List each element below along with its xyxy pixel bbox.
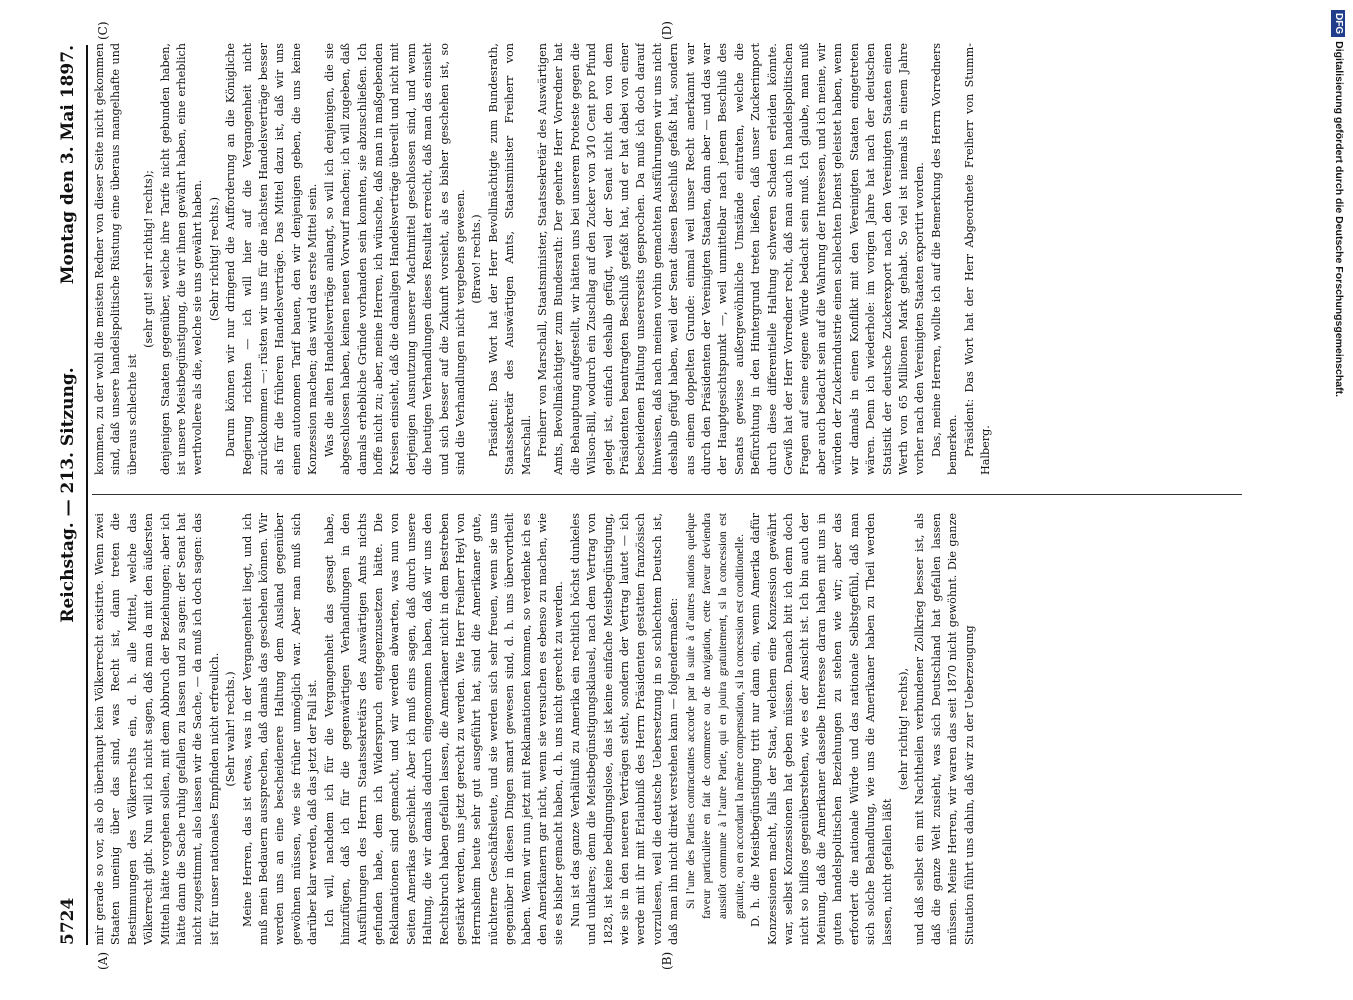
- right-column-paragraph: Präsident: Das Wort hat der Herr Bevollmächtigte zum Bundesrath, Staatssekretär des Auswärtigen Amts, Staatsminister Freiherr von Marschall.: [486, 43, 533, 475]
- left-column: [92, 513, 1242, 945]
- marker-c: (C): [96, 21, 110, 40]
- right-column-paragraph: denjenigen Staaten gegenüber, welche ihre Tarife nicht gebunden haben, ist unsere Meistbegünstigung, die wir ihnen gewährt haben, eine erheblich werthvollere als die, welche sie uns gewährt haben.: [158, 43, 205, 475]
- left-column-paragraph: D. h. die Meistbegünstigung tritt nur dann ein, wenn Amerika dafür Konzessionen macht, falls der Staat, welchem eine Konzession gewährt war, selbst Konzessionen hat geben müssen. Danach bitt ich denn doch nicht so hilflos gegenüberstehen, wie es der Ansicht ist. Ich bin auch der Meinung, daß die Amerikaner dasselbe Interesse daran haben mit uns in guten handelspolitischen Beziehungen zu stehen wie wir; aber das erfordert die nationale Würde und das nationale Selbstgefühl, daß man sich solche Behandlung, wie uns die Amerikaner haben zu Theil werden lassen, nicht gefallen läßt: [749, 513, 894, 945]
- marker-d: (D): [660, 21, 674, 40]
- right-column-paragraph: kommen, zu der wohl die meisten Redner von dieser Seite nicht gekommen sind, daß unsere handelspolitische Rüstung eine überaus mangelhafte und überaus schlechte ist: [93, 43, 139, 475]
- left-column-paragraph: (Sehr wahr! rechts.): [224, 671, 238, 787]
- left-column-paragraph: Nun ist das ganze Verhältniß zu Amerika ein rechtlich höchst dunkeles und unklares; denn die Meistbegünstigungsklausel, nach dem Vertrag von 1828, ist keine bedingungslose, das ist keine einfache Meistbegünstigung, wie sie in den neueren Verträgen steht, sondern der Vertrag lautet — ich werde mit ihr mit Erlaubniß des Herrn Präsidenten gestatten französisch vorzulesen, weil die deutsche Uebersetzung in so schlechtem Deutsch ist, daß man ihn nicht direkt verstehen kann — folgendermaßen:: [568, 513, 681, 945]
- right-column: [92, 43, 1242, 475]
- left-column-paragraph: Si l’une des Parties contractantes accorde par la suite à d’autres nations quelque faveur particulière en fait de commerce ou de navigation, cette faveur deviendra aussitôt commune à l’autre Partie, qui en jouira gratuitement, si la concession est gratuite, ou en accordant la même compensation, si la concession est conditionelle.: [683, 513, 746, 919]
- marker-b: (B): [660, 951, 674, 970]
- left-column-paragraph: (sehr richtig! rechts),: [896, 667, 910, 791]
- marker-a: (A): [96, 951, 110, 970]
- left-column-paragraph: und daß selbst ein mit Nachtheilen verbundener Zollkrieg besser ist, als daß die ganze Welt zusieht, was sich Deutschland hat gefallen lassen müssen. Meine Herren, wir waren das seit 1870 nicht gewöhnt. Die ganze Situation führt uns dahin, daß wir zu der Ueberzeugung: [913, 513, 976, 945]
- right-column-paragraph: Das, meine Herren, wollte ich auf die Bemerkung des Herrn Vorredners bemerken.: [929, 43, 960, 475]
- right-column-paragraph: Darum können wir nur dringend die Aufforderung an die Königliche Regierung richten — ich will hier auf die Vergangenheit nicht zurückkommen —: rüsten wir uns für die nächsten Handelsverträge besser als für die früheren Handelsverträge. Das Mittel dazu ist, daß wir uns einen autonomen Tarif bauen, den wir denjenigen geben, die uns keine Konzession machen; das wird das erste Mittel sein.: [224, 43, 320, 475]
- dfg-logo: DFG: [1331, 10, 1345, 37]
- digitization-note: [1329, 10, 1349, 398]
- right-column-paragraph: (Bravo! rechts.): [470, 214, 484, 304]
- page-number: 5724: [58, 897, 78, 945]
- right-column-paragraph: Was die alten Handelsverträge anlangt, so will ich denjenigen, die sie abgeschlossen haben, keinen neuen Vorwurf machen; ich will zugeben, daß damals erhebliche Gründe vorhanden sein konnten, sie abzuschließen. Ich hoffe nicht zu; aber, meine Herren, ich wünsche, daß man in maßgebenden Kreisen einsieht, daß die damaligen Handelsverträge übereilt und nicht mit derjenigen Ausnutzung unserer Machtmittel geschlossen sind, und wenn die heutigen Verhandlungen dieses Resultat erreicht, daß man das einsieht und sich besser auf die Zukunft vorsieht, als es bisher geschehen ist, so sind die Verhandlungen nicht vergebens gewesen.: [322, 43, 467, 475]
- left-column-paragraph: Meine Herren, das ist etwas, was in der Vergangenheit liegt, und ich muß mein Bedauern aussprechen, daß damals das geschehen können. Wir werden uns an eine bescheidenere Haltung dem Ausland gegenüber gewöhnen müssen, wie sie früher unmöglich war. Aber man muß sich darüber klar werden, daß das jetzt der Fall ist.: [240, 513, 320, 945]
- session-date: Montag den 3. Mai 1897.: [58, 45, 78, 285]
- left-column-paragraph: Ich will, nachdem ich für die Vergangenheit das gesagt habe, hinzufügen, daß ich für die gegenwärtigen Verhandlungen in den Ausführungen des Herrn Staatssekretärs des Auswärtigen Amts nichts gefunden habe, dem ich Widerspruch entgegenzusetzen hätte. Die Reklamationen sind gemacht, und wir werden abwarten, was nun von Seiten Amerikas geschieht. Aber ich muß eins sagen, daß durch unsere Haltung, die wir damals dadurch eingenommen haben, daß wir uns den Rechtsbruch haben gefallen lassen, die Amerikaner nicht in dem Bestreben gestärkt werden, uns jetzt gerecht zu werden. Wie Herr Freiherr Heyl von Herrnsheim heute sehr gut ausgeführt hat, sind die Amerikaner gute, nüchterne Geschäftsleute, und sie werden sich sehr freuen, wenn sie uns gegenüber in diesen Dingen smart gewesen sind, d. h. uns übervortheilt haben. Wenn wir nun jetzt mit Reklamationen kommen, so verdenke ich es den Amerikanern gar nicht, wenn sie versuchen es ebenso zu machen, wie sie es bisher gemacht haben, d. h. uns nicht gerecht zu werden.: [322, 513, 566, 945]
- column-divider: [92, 494, 1242, 495]
- header-rule: [86, 45, 88, 945]
- right-column-paragraph: Freiherr von Marschall, Staatsminister, Staatssekretär des Auswärtigen Amts, Bevollmächtigter zum Bundesrath: Der geehrte Herr Vorredner hat die Behauptung aufgestellt, wir hätten uns bei unserem Proteste gegen die Wilson-Bill, wodurch ein Zuschlag auf den Zucker von 3⁄10 Cent pro Pfund gelegt ist, einfach deshalb gefügt, weil der Senat nicht den von dem Präsidenten beantragten Beschluß gefaßt hat, und er hat dabei von einer bescheidenen Haltung unsererseits gesprochen. Da muß ich doch darauf hinweisen, daß nach meinen vorhin gemachten Ausführungen wir uns nicht deshalb gefügt haben, weil der Senat diesen Beschluß gefaßt hat, sondern aus einem doppelten Grunde: einmal weil unser Recht anerkannt war durch den Präsidenten der Vereinigten Staaten, dann aber — und das war der Hauptgesichtspunkt —, weil unmittelbar nach jenem Beschluß des Senats gewisse außergewöhnliche Umstände eintraten, welche die Befürchtung in den Hintergrund treten ließen, daß unser Zuckerimport durch diese differentielle Haltung schweren Schaden erleiden könnte. Gewiß hat der Herr Vorredner recht, daß man auch in handelspolitischen Fragen auf seine eigene Würde bedacht sein muß. Ich glaube, man muß aber auch bedacht sein auf die Wahrung der Interessen, und ich meine, wir würden der Zuckerindustrie einen schlechten Dienst geleistet haben, wenn wir damals in einen Konflikt mit den Vereinigten Staaten eingetreten wären. Denn ich wiederhole: im vorigen Jahre hat nach der deutschen Statistik der deutsche Zuckerexport nach den Vereinigten Staaten einen Werth von 65 Millionen Mark gehabt. So viel ist niemals in einem Jahre vorher nach den Vereinigten Staaten exportirt worden.: [535, 43, 927, 475]
- right-column-paragraph: (Sehr richtig! rechts.): [207, 196, 221, 322]
- digitization-text: Digitalisierung gefördert durch die Deutsche Forschungsgemeinschaft.: [1333, 41, 1345, 398]
- page-header: [58, 45, 80, 945]
- left-column-paragraph: mir gerade so vor, als ob überhaupt kein Völkerrecht existirte. Wenn zwei Staaten uneinig über das sind, was Recht ist, dann treten die Bestimmungen des Völkerrechts ein, d. h. alle Mittel, welche das Völkerrecht gibt. Nun will ich nicht sagen, daß man da mit den äußersten Mitteln hätte vorgehen sollen, mit dem Abbruch der Beziehungen; aber ich hätte dann die Sache ruhig gefallen zu lassen und zu sagen: der Senat hat nicht zugestimmt, also lassen wir die Sache, — da muß ich doch sagen: das ist für unser nationales Empfinden nicht erfreulich.: [93, 513, 221, 945]
- right-column-paragraph: Präsident: Das Wort hat der Herr Abgeordnete Freiherr von Stumm-Halberg.: [962, 43, 992, 475]
- session-title: Reichstag. — 213. Sitzung.: [58, 367, 78, 623]
- right-column-paragraph: (sehr gut! sehr richtig! rechts);: [142, 170, 156, 348]
